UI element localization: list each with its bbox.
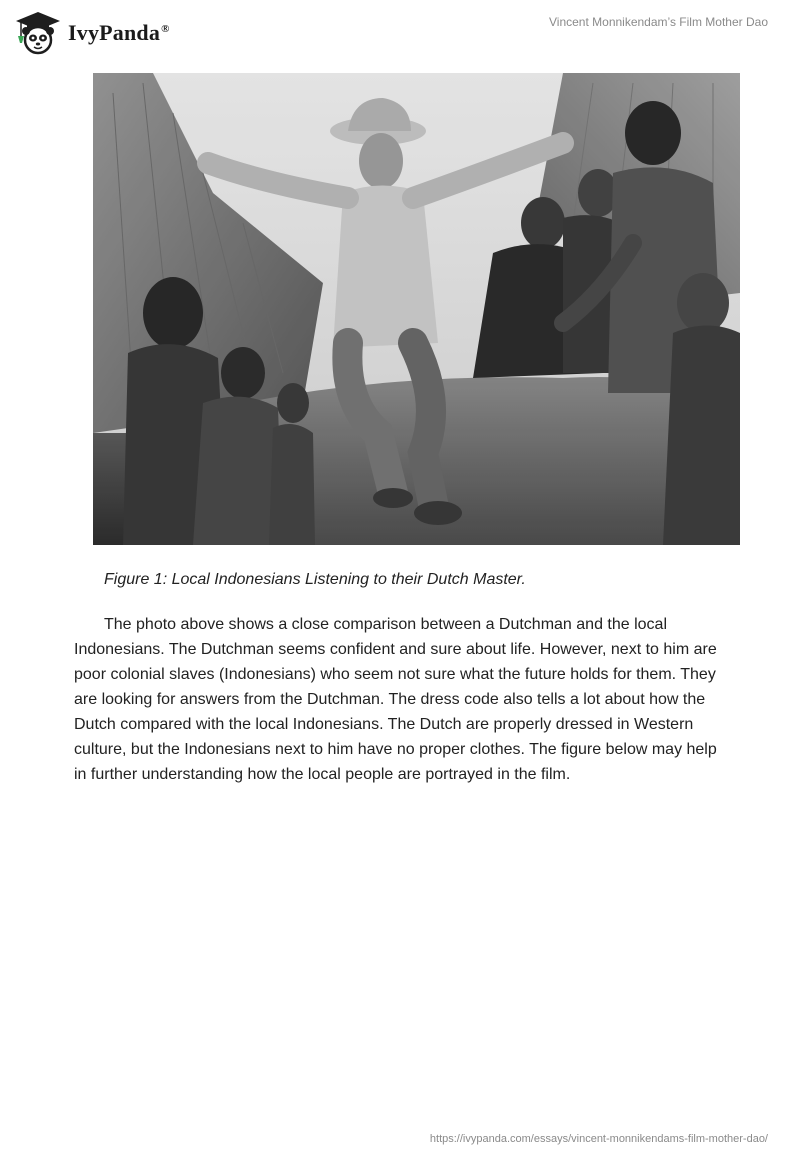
brand-name: IvyPanda® <box>68 20 170 45</box>
registered-mark: ® <box>161 22 170 35</box>
figure-photo <box>93 73 740 545</box>
source-url-link[interactable]: https://ivypanda.com/essays/vincent-monnikendams-film-mother-dao/ <box>429 1133 768 1145</box>
panda-graduation-cap-icon <box>14 10 62 56</box>
photo-illustration <box>93 73 740 545</box>
body-paragraph: The photo above shows a close comparison between a Dutchman and the local Indonesians. The Dutchman seems confident and sure about life. However, next to him are poor colonial slaves (Indonesians) who seem not sure what the future holds for them. They are looking for answers from the Dutchman. The dress code also tells a lot about how the Dutch compared with the local Indonesians. The Dutch are properly dressed in Western culture, but the Indonesians next to him have no proper clothes. The figure below may help in further understanding how the local people are portrayed in the film. <box>74 616 717 783</box>
ivypanda-logo[interactable] <box>14 10 170 56</box>
figure-caption: Figure 1: Local Indonesians Listening to their Dutch Master. <box>104 571 526 588</box>
document-title: Vincent Monnikendam’s Film Mother Dao <box>549 15 768 29</box>
